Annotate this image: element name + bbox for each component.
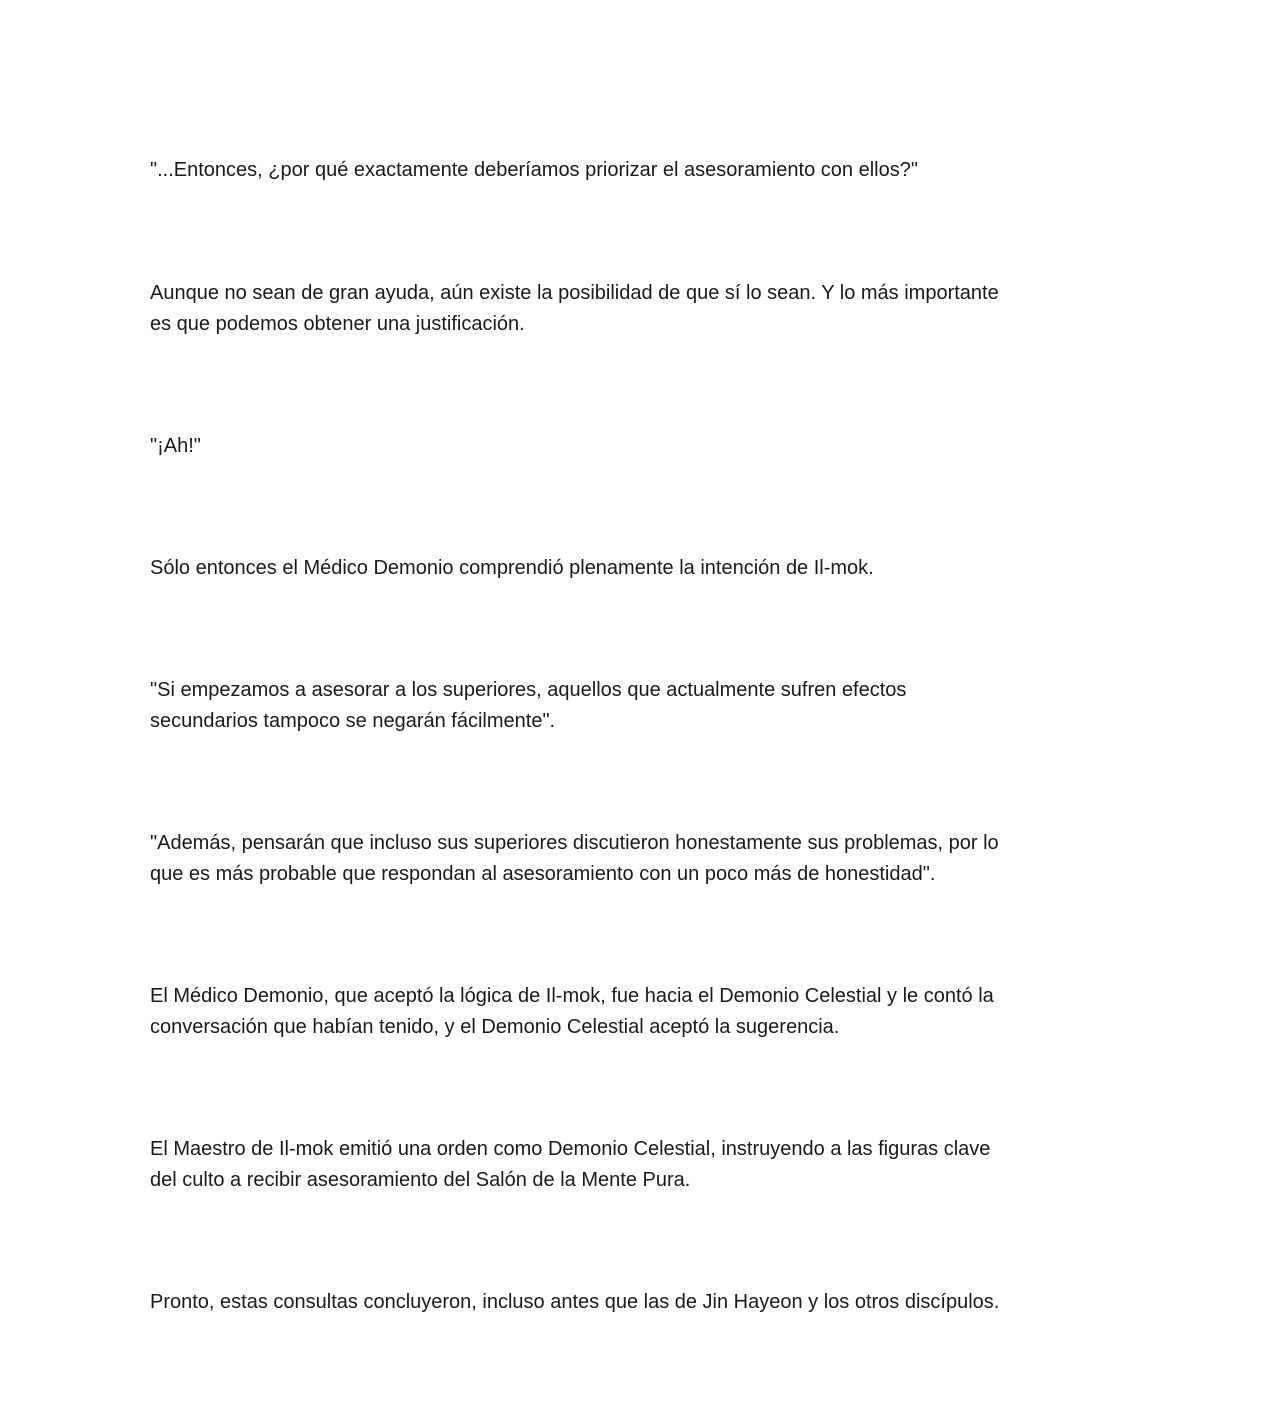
paragraph-6 — [150, 828, 1130, 889]
paragraph-line: "¡Ah!" — [150, 435, 201, 457]
paragraph-line: Pronto, estas consultas concluyeron, incluso antes que las de Jin Hayeon y los otros discípulos. — [150, 1291, 1000, 1313]
paragraph-line: es que podemos obtener una justificación. — [150, 312, 525, 335]
paragraph-2 — [150, 278, 1130, 339]
paragraph-line: conversación que habían tenido, y el Demonio Celestial aceptó la sugerencia. — [150, 1015, 840, 1038]
paragraph-line: Sólo entonces el Médico Demonio comprendió plenamente la intención de Il-mok. — [150, 557, 874, 579]
paragraph-line: "Además, pensarán que incluso sus superiores discutieron honestamente sus problemas, por lo — [150, 832, 999, 854]
paragraph-7 — [150, 981, 1130, 1042]
paragraph-line: Aunque no sean de gran ayuda, aún existe la posibilidad de que sí lo sean. Y lo más importante — [150, 282, 999, 304]
paragraph-line: El Médico Demonio, que aceptó la lógica de Il-mok, fue hacia el Demonio Celestial y le contó la — [150, 985, 994, 1007]
paragraph-line: del culto a recibir asesoramiento del Salón de la Mente Pura. — [150, 1168, 691, 1191]
paragraph-5 — [150, 675, 1130, 736]
paragraph-1 — [150, 155, 1130, 186]
paragraph-line: que es más probable que respondan al asesoramiento con un poco más de honestidad". — [150, 862, 936, 885]
paragraph-8 — [150, 1134, 1130, 1195]
paragraph-line: "...Entonces, ¿por qué exactamente deberíamos priorizar el asesoramiento con ellos?" — [150, 159, 918, 181]
paragraph-9 — [150, 1287, 1130, 1318]
paragraph-line: El Maestro de Il-mok emitió una orden como Demonio Celestial, instruyendo a las figuras clave — [150, 1138, 991, 1160]
paragraph-line: secundarios tampoco se negarán fácilmente". — [150, 709, 556, 732]
paragraph-line: "Si empezamos a asesorar a los superiores, aquellos que actualmente sufren efectos — [150, 679, 907, 701]
paragraph-3 — [150, 431, 1130, 462]
paragraph-4 — [150, 553, 1130, 584]
